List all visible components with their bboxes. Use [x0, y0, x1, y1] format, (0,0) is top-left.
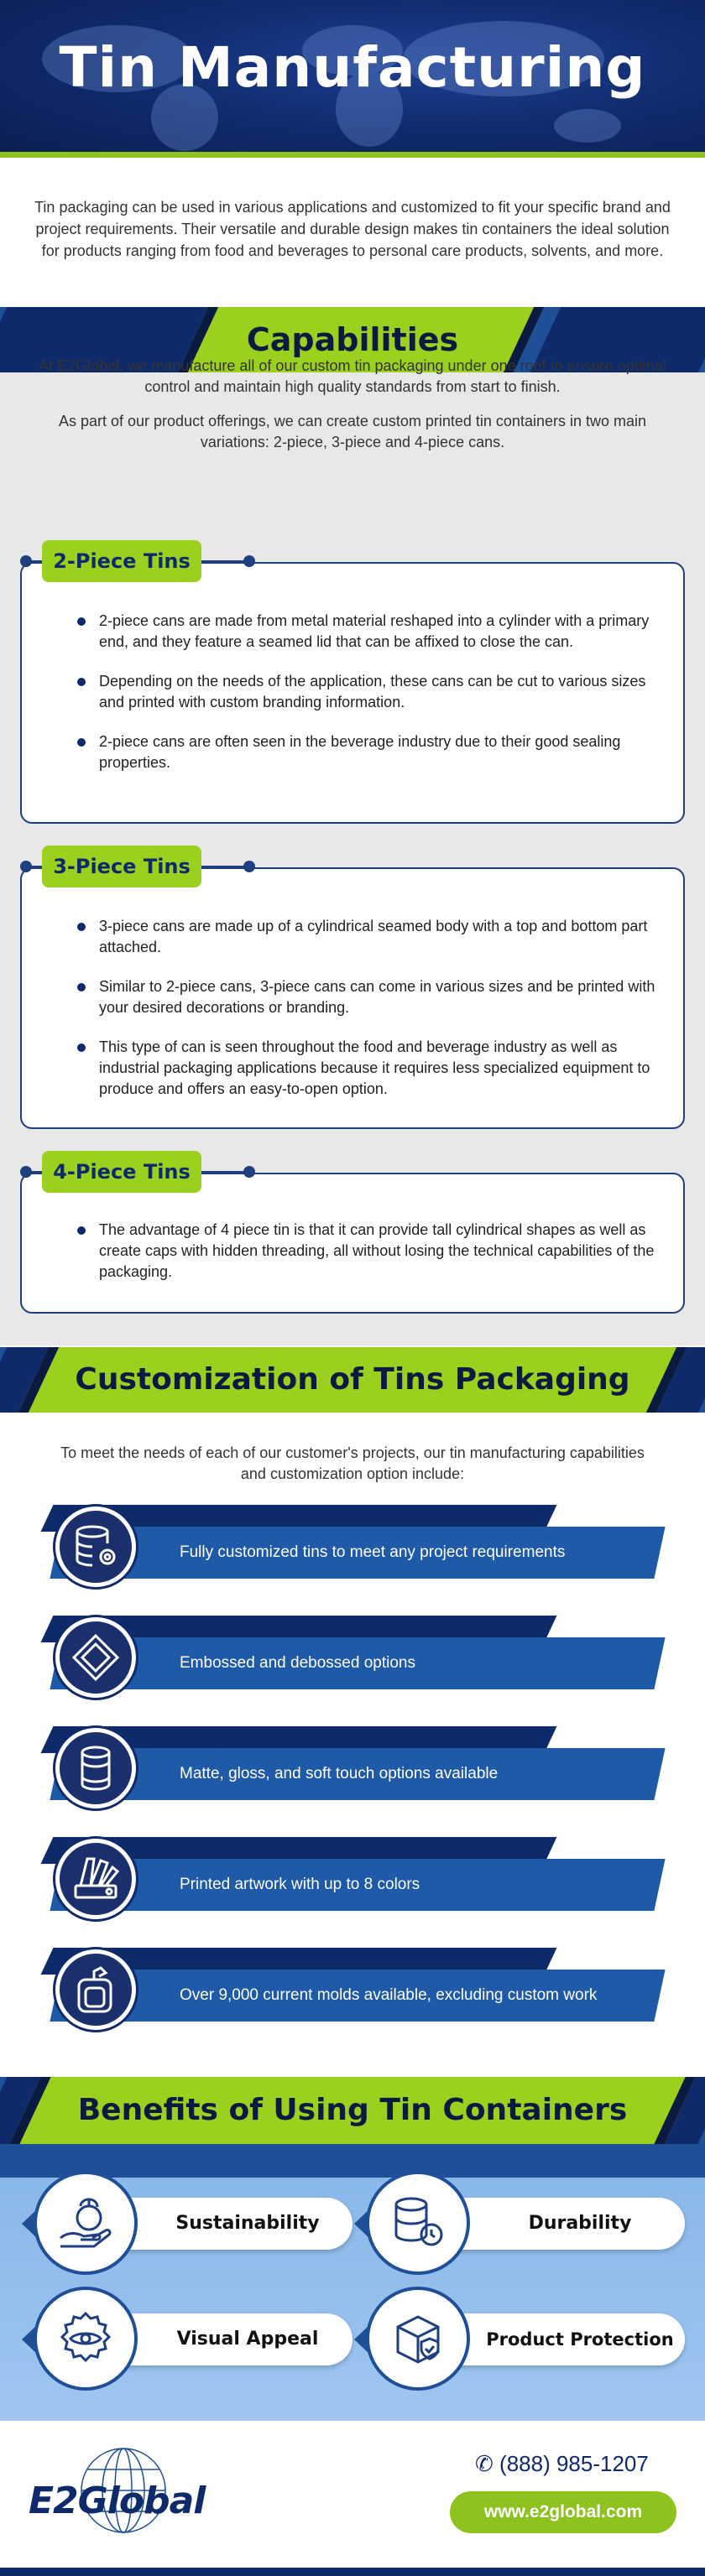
customization-intro: To meet the needs of each of our customer's projects, our tin manufacturing capabilities and customization option include:	[60, 1444, 645, 1482]
customization-option	[30, 1726, 676, 1810]
label-connector-dot	[243, 555, 255, 567]
customization-option	[30, 1948, 676, 2032]
benefits-title: Benefits of Using Tin Containers	[77, 2093, 628, 2127]
benefit-card	[366, 2287, 685, 2391]
company-logo: E2Global	[29, 2480, 206, 2522]
benefits-banner	[0, 2077, 705, 2144]
footer	[0, 2421, 705, 2576]
customization-option-text: Over 9,000 current molds available, excluding custom work	[180, 1986, 598, 2004]
benefit-label: Product Protection	[486, 2329, 674, 2350]
customization-option	[30, 1616, 676, 1699]
list-item: 3-piece cans are made up of a cylindrical seamed body with a top and bottom part attached.	[77, 916, 665, 958]
tin-can-icon	[72, 1745, 119, 1792]
intro-paragraph: Tin packaging can be used in various applications and customized to fit your specific brand and project requirements. Their versatile and durable design makes tin containers the ideal solution for products ranging from food and beverages to personal care products, solvents, and more.	[34, 199, 671, 259]
capabilities-title: Capabilities	[246, 321, 459, 358]
list-item: 2-piece cans are often seen in the beverage industry due to their good sealing properties.	[77, 731, 665, 773]
mold-icon	[72, 1966, 119, 2013]
customization-option	[30, 1837, 676, 1921]
four-piece-tins-card	[20, 1173, 685, 1314]
list-item: Depending on the needs of the application, these cans can be cut to various sizes and printed with custom branding information.	[77, 671, 665, 713]
list-item: Similar to 2-piece cans, 3-piece cans can come in various sizes and be printed with your desired decorations or branding.	[77, 976, 665, 1018]
phone-number[interactable]: ✆ (888) 985-1207	[475, 2451, 649, 2476]
website-button[interactable]: www.e2global.com	[450, 2491, 676, 2533]
label-connector-dot	[243, 1166, 255, 1178]
customization-option-text: Matte, gloss, and soft touch options available	[180, 1765, 499, 1782]
color-swatch-icon	[72, 1855, 119, 1902]
three-piece-tins-label: 3-Piece Tins	[42, 846, 201, 887]
two-piece-tins-label: 2-Piece Tins	[42, 540, 201, 582]
footer-bar	[0, 2568, 705, 2576]
phone-icon: ✆	[475, 2451, 494, 2476]
capabilities-paragraph-2: As part of our product offerings, we can create custom printed tin containers in two main variations: 2-piece, 3-piece and 4-piece cans.	[58, 413, 647, 450]
benefit-label: Visual Appeal	[176, 2329, 319, 2350]
two-piece-tins-card	[20, 562, 685, 824]
four-piece-tins-label: 4-Piece Tins	[42, 1151, 201, 1193]
capabilities-paragraph-1: At E2Global, we manufacture all of our custom tin packaging under one roof to ensure optimal control and maintain high quality standards from start to finish.	[39, 357, 666, 395]
customization-title: Customization of Tins Packaging	[75, 1362, 630, 1397]
benefit-label: Sustainability	[175, 2213, 320, 2234]
customization-banner	[0, 1347, 705, 1413]
label-connector-dot	[20, 555, 32, 567]
list-item: The advantage of 4 piece tin is that it can provide tall cylindrical shapes as well as create caps with hidden threading, all without losing the technical capabilities of the packaging.	[77, 1220, 665, 1283]
label-connector-dot	[243, 861, 255, 872]
benefit-card	[34, 2287, 352, 2391]
list-item: This type of can is seen throughout the food and beverage industry as well as industrial packaging applications because it requires less specialized equipment to produce and offers an easy-to-open option.	[77, 1037, 665, 1100]
header-accent-line	[0, 152, 705, 158]
benefit-label: Durability	[528, 2213, 632, 2234]
customization-option-text: Embossed and debossed options	[180, 1654, 415, 1672]
hero-header	[0, 0, 705, 158]
list-item: 2-piece cans are made from metal material reshaped into a cylinder with a primary end, and they feature a seamed lid that can be affixed to close the can.	[77, 611, 665, 653]
benefit-card	[34, 2171, 352, 2275]
page-title: Tin Manufacturing	[59, 35, 646, 100]
customization-option-text: Printed artwork with up to 8 colors	[180, 1876, 420, 1893]
label-connector-dot	[20, 1166, 32, 1178]
label-connector-dot	[20, 861, 32, 872]
benefit-card	[366, 2171, 685, 2275]
customization-option-text: Fully customized tins to meet any project requirements	[180, 1543, 566, 1561]
customization-option	[30, 1505, 676, 1589]
three-piece-tins-card	[20, 867, 685, 1129]
database-gear-icon	[72, 1523, 119, 1570]
diamond-emboss-icon	[72, 1634, 119, 1681]
